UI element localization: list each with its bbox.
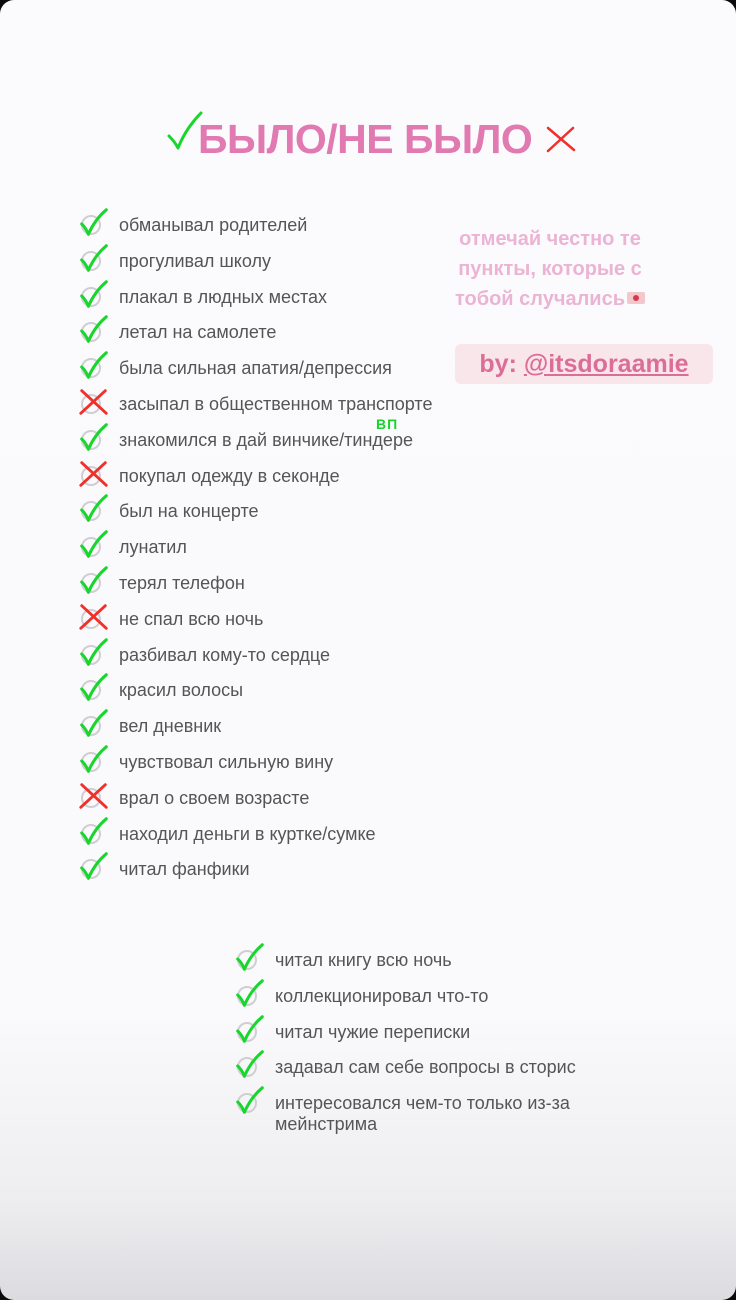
list-item-label: коллекционировал что-то — [275, 985, 489, 1006]
cross-mark-icon — [544, 124, 578, 154]
list-item-label: плакал в людных местах — [119, 286, 328, 307]
circle-icon — [81, 394, 101, 414]
circle-icon — [81, 859, 101, 879]
list-item-label: врал о своем возрасте — [119, 787, 310, 808]
author-prefix: by: — [479, 350, 524, 378]
list-item-label: разбивал кому-то сердце — [119, 644, 331, 665]
list-item-label: читал фанфики — [119, 859, 250, 880]
circle-icon — [81, 573, 101, 593]
love-letter-icon — [627, 292, 645, 304]
list-item-label: находил деньги в куртке/сумке — [119, 823, 376, 844]
circle-icon — [81, 716, 101, 736]
circle-icon — [81, 466, 101, 486]
list-item-label: не спал всю ночь — [119, 608, 264, 629]
hint-text — [430, 224, 670, 314]
circle-icon — [81, 501, 101, 521]
list-item-label: интересовался чем-то только из-за мейнстрима — [275, 1093, 570, 1135]
list-item-label: вел дневник — [119, 716, 222, 737]
list-item-label: лунатил — [119, 537, 187, 558]
circle-icon — [81, 680, 101, 700]
author-badge — [455, 344, 713, 384]
circle-icon — [237, 1022, 257, 1042]
author-handle[interactable]: @itsdoraamie — [523, 350, 689, 378]
circle-icon — [81, 537, 101, 557]
list-item-label: чувствовал сильную вину — [119, 752, 334, 772]
circle-icon — [237, 950, 257, 970]
circle-icon — [81, 358, 101, 378]
list-item-label: обманывал родителей — [119, 215, 308, 235]
list-item-label: засыпал в общественном транспорте — [119, 394, 433, 414]
circle-icon — [81, 322, 101, 342]
list-item-label: прогуливал школу — [119, 250, 272, 271]
circle-icon — [81, 752, 101, 772]
handwritten-note: ВП — [376, 416, 399, 432]
circle-icon — [237, 1057, 257, 1077]
list-item-label: задавал сам себе вопросы в сторис — [275, 1057, 576, 1078]
list-item-label: читал книгу всю ночь — [275, 950, 452, 970]
circle-icon — [81, 824, 101, 844]
list-item-label: летал на самолете — [119, 322, 277, 343]
circle-icon — [81, 609, 101, 629]
circle-icon — [81, 430, 101, 450]
list-item-label: знакомился в дай винчике/тиндере — [119, 429, 413, 450]
list-item-label: читал чужие переписки — [275, 1021, 471, 1042]
circle-icon — [81, 287, 101, 307]
circle-icon — [81, 788, 101, 808]
circle-icon — [81, 251, 101, 271]
circle-icon — [81, 215, 101, 235]
list-item-label: терял телефон — [119, 573, 245, 593]
list-item-label: был на концерте — [119, 501, 259, 522]
circle-icon — [237, 1093, 257, 1113]
circle-icon — [81, 645, 101, 665]
hint-label: отмечай честно те пункты, которые с тобой случались — [454, 228, 642, 310]
list-item-label: была сильная апатия/депрессия — [119, 358, 392, 379]
page-title: БЫЛО/НЕ БЫЛО — [198, 116, 533, 162]
circle-icon — [237, 986, 257, 1006]
title-row — [0, 110, 736, 170]
list-item-label: красил волосы — [119, 680, 244, 701]
list-item-label: покупал одежду в секонде — [119, 465, 340, 486]
